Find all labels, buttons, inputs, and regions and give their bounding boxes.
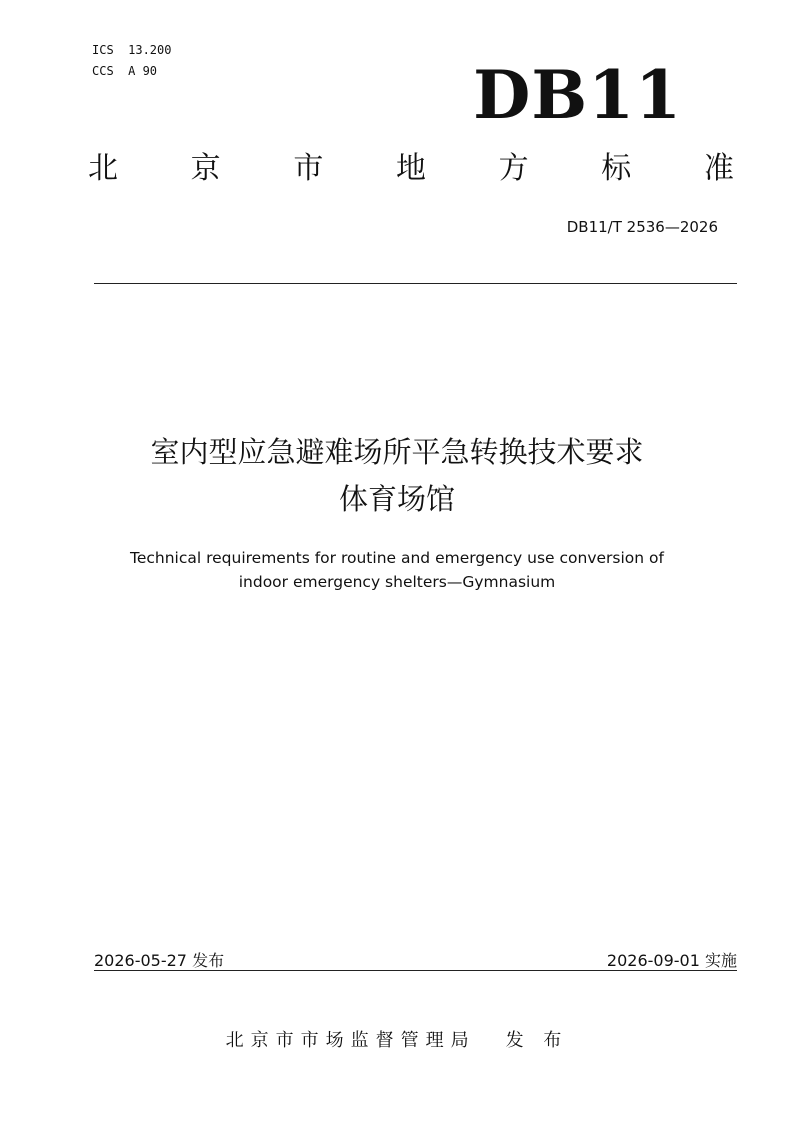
issuer-action: 发 布 bbox=[505, 1030, 569, 1051]
org-char: 准 bbox=[703, 151, 734, 186]
title-english-line1: Technical requirements for routine and emergency use conversion of bbox=[129, 549, 664, 567]
ics-code: ICS 13.200 bbox=[92, 43, 172, 57]
title-chinese-line1: 室内型应急避难场所平急转换技术要求 bbox=[150, 435, 644, 469]
db11-logo: DB11 bbox=[473, 56, 682, 134]
org-char: 北 bbox=[88, 151, 118, 186]
header-divider bbox=[94, 283, 737, 284]
ccs-code: CCS A 90 bbox=[92, 64, 158, 78]
org-char: 标 bbox=[601, 151, 632, 186]
org-char: 市 bbox=[293, 151, 324, 186]
title-english-line2: indoor emergency shelters—Gymnasium bbox=[238, 573, 556, 591]
issuing-authority bbox=[0, 1026, 794, 1052]
title-chinese-line2: 体育场馆 bbox=[338, 482, 455, 516]
issuer-name: 北京市市场监督管理局 bbox=[225, 1030, 476, 1051]
publish-date: 2026-05-27 发布 bbox=[94, 951, 225, 970]
org-char: 地 bbox=[395, 151, 426, 186]
footer-divider bbox=[94, 970, 737, 971]
effective-date: 2026-09-01 实施 bbox=[606, 951, 737, 970]
org-char: 方 bbox=[498, 151, 529, 186]
standard-number: DB11/T 2536—2026 bbox=[566, 218, 718, 236]
org-char: 京 bbox=[190, 151, 221, 186]
classification-codes bbox=[92, 40, 171, 82]
standard-category-title bbox=[88, 151, 734, 186]
